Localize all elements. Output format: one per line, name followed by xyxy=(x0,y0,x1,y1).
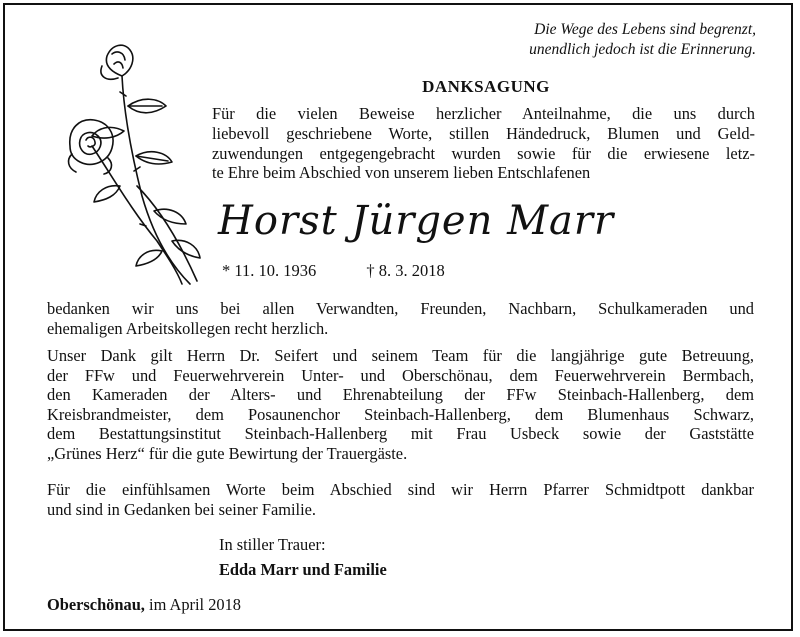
paragraph-line: und sind in Gedanken bei seiner Familie. xyxy=(47,499,317,519)
paragraph-line: „Grünes Herz“ für die gute Bewirtung der Trauergäste. xyxy=(47,443,408,463)
intro-paragraph xyxy=(212,104,755,183)
place-town: Oberschönau, xyxy=(47,595,145,614)
mourning-line: In stiller Trauer: xyxy=(219,535,326,554)
paragraph-line: bedanken wir uns bei allen Verwandten, Freunden, Nachbarn, Schulkameraden und xyxy=(47,299,754,318)
motto-line: unendlich jedoch ist die Erinnerung. xyxy=(529,41,756,58)
death-date: † 8. 3. 2018 xyxy=(366,261,445,280)
paragraph-line: der FFw und Feuerwehrverein Unter- und Oberschönau, dem Feuerwehrverein Bermbach, xyxy=(47,365,754,385)
motto xyxy=(396,20,756,60)
paragraph-line: den Kameraden der Alters- und Ehrenabteilung der FFw Steinbach-Hallenberg, dem xyxy=(47,385,754,405)
intro-line: Für die vielen Beweise herzlicher Anteilnahme, die uns durch xyxy=(212,104,755,123)
intro-line: zuwendungen entgegengebracht wurden sowie für die erwiesene letz- xyxy=(212,143,755,163)
paragraph-line: ehemaligen Arbeitskollegen recht herzlich. xyxy=(47,318,329,338)
notice-date: im April 2018 xyxy=(149,595,241,614)
place-date xyxy=(47,595,241,615)
deceased-name: Horst Jürgen Marr xyxy=(218,198,615,244)
motto-line: Die Wege des Lebens sind begrenzt, xyxy=(534,21,756,38)
rose-illustration xyxy=(62,36,222,286)
family-signature: Edda Marr und Familie xyxy=(219,560,387,579)
acknowledgements-paragraph xyxy=(47,346,754,464)
paragraph-line: Kreisbrandmeister, dem Posaunenchor Steinbach-Hallenberg, dem Blumenhaus Schwarz, xyxy=(47,404,754,424)
paragraph-line: Für die einfühlsamen Worte beim Abschied sind wir Herrn Pfarrer Schmidtpott dankbar xyxy=(47,480,754,499)
pastor-paragraph xyxy=(47,480,754,519)
intro-line: te Ehre beim Abschied von unserem lieben Entschlafenen xyxy=(212,163,591,183)
life-dates xyxy=(222,261,445,281)
birth-date: * 11. 10. 1936 xyxy=(222,261,317,280)
paragraph-line: Unser Dank gilt Herrn Dr. Seifert und seinem Team für die langjährige gute Betreuung, xyxy=(47,346,754,365)
thanks-paragraph xyxy=(47,299,754,338)
intro-line: liebevoll geschriebene Worte, stillen Händedruck, Blumen und Geld- xyxy=(212,123,755,143)
paragraph-line: dem Bestattungsinstitut Steinbach-Hallenberg mit Frau Usbeck sowie der Gaststätte xyxy=(47,424,754,444)
heading-danksagung: DANKSAGUNG xyxy=(422,77,550,96)
